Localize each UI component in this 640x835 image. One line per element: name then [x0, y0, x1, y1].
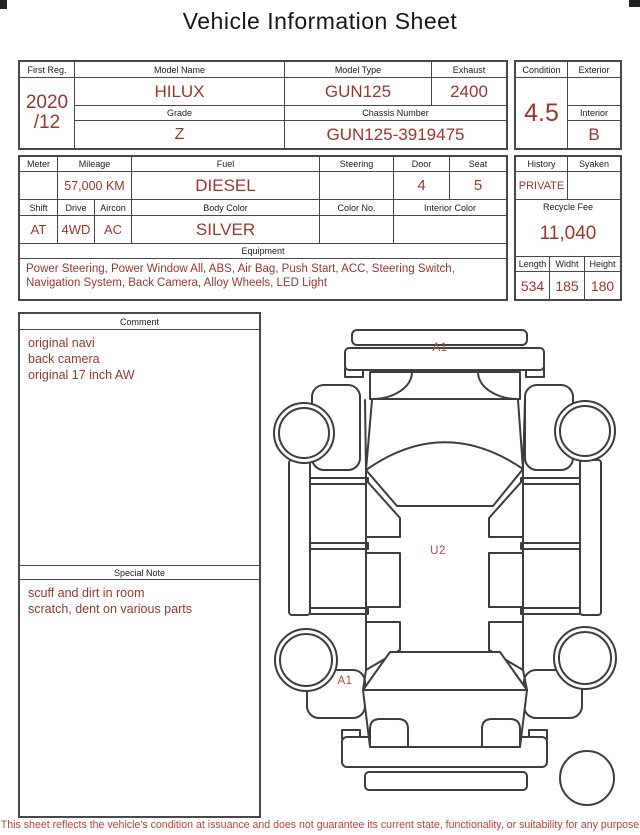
damage-mark-u2-1: U2 [430, 545, 446, 557]
comment-text: original navi back camera original 17 inch AW [28, 336, 135, 382]
equipment-value: Power Steering, Power Window All, ABS, Air Bag, Push Start, ACC, Steering Switch, Navigation System, Back Camera, Alloy Wheels, LED Light [26, 263, 455, 290]
damage-mark-a1-2: A1 [337, 675, 353, 687]
height-label: Height [585, 257, 620, 272]
model-type-label: Model Type [285, 62, 432, 78]
car-diagram [262, 315, 637, 820]
syaken-value [568, 172, 620, 200]
shift-label: Shift [20, 200, 58, 216]
seat-label: Seat [450, 157, 506, 172]
spec-table [18, 155, 508, 301]
chassis-number-label: Chassis Number [285, 106, 506, 121]
exterior-label: Exterior [568, 62, 620, 78]
disclaimer-text: This sheet reflects the vehicle's condition at issuance and does not guarantee its current state, functionality, or suitability for any purpose [0, 819, 640, 831]
car-diagram-drawing [262, 315, 637, 820]
fuel-value: DIESEL [132, 172, 320, 200]
condition-table [514, 60, 622, 150]
model-name-label: Model Name [75, 62, 285, 78]
seat-value: 5 [450, 172, 506, 200]
recycle-fee-label: Recycle Fee [542, 202, 594, 212]
scan-artifact-right [629, 0, 640, 7]
body-color-label: Body Color [132, 200, 320, 216]
interior-color-value [394, 216, 506, 244]
door-value: 4 [394, 172, 450, 200]
color-no-label: Color No. [320, 200, 394, 216]
exterior-value [568, 78, 620, 106]
model-info-table [18, 60, 508, 150]
door-label: Door [394, 157, 450, 172]
first-reg-value: 2020 /12 [20, 78, 75, 148]
exhaust-label: Exhaust [432, 62, 506, 78]
fuel-label: Fuel [132, 157, 320, 172]
comment-label: Comment [20, 314, 259, 330]
aircon-value: AC [95, 216, 132, 244]
history-fee-table [514, 155, 622, 301]
drive-value: 4WD [58, 216, 95, 244]
comment-box [18, 312, 261, 818]
history-label: History [516, 157, 568, 172]
body-color-value: SILVER [132, 216, 320, 244]
condition-label: Condition [516, 62, 568, 78]
shift-value: AT [20, 216, 58, 244]
width-label: Widht [550, 257, 585, 272]
grade-label: Grade [75, 106, 285, 121]
aircon-label: Aircon [95, 200, 132, 216]
special-note-label: Special Note [20, 565, 259, 580]
steering-label: Steering [320, 157, 394, 172]
interior-label: Interior [568, 106, 620, 121]
damage-mark-a1-0: A1 [432, 342, 448, 354]
steering-value [320, 172, 394, 200]
width-value: 185 [550, 272, 585, 299]
mileage-value: 57,000 KM [58, 172, 132, 200]
length-label: Length [516, 257, 550, 272]
grade-value: Z [75, 121, 285, 148]
first-reg-label: First Reg. [20, 62, 75, 78]
color-no-value [320, 216, 394, 244]
model-name-value: HILUX [75, 78, 285, 106]
meter-value [20, 172, 58, 200]
meter-label: Meter [20, 157, 58, 172]
drive-label: Drive [58, 200, 95, 216]
chassis-number-value: GUN125-3919475 [326, 124, 465, 144]
special-note-text: scuff and dirt in room scratch, dent on various parts [28, 586, 192, 616]
interior-value: B [588, 124, 600, 144]
page-title: Vehicle Information Sheet [182, 8, 458, 34]
exhaust-value: 2400 [432, 78, 506, 106]
interior-color-label: Interior Color [394, 200, 506, 216]
syaken-label: Syaken [568, 157, 620, 172]
equipment-label: Equipment [20, 244, 506, 259]
history-value: PRIVATE [516, 172, 568, 200]
length-value: 534 [516, 272, 550, 299]
height-value: 180 [590, 277, 615, 294]
mileage-label: Mileage [58, 157, 132, 172]
condition-value: 4.5 [516, 78, 568, 148]
recycle-fee-value: 11,040 [539, 223, 597, 244]
model-type-value: GUN125 [285, 78, 432, 106]
